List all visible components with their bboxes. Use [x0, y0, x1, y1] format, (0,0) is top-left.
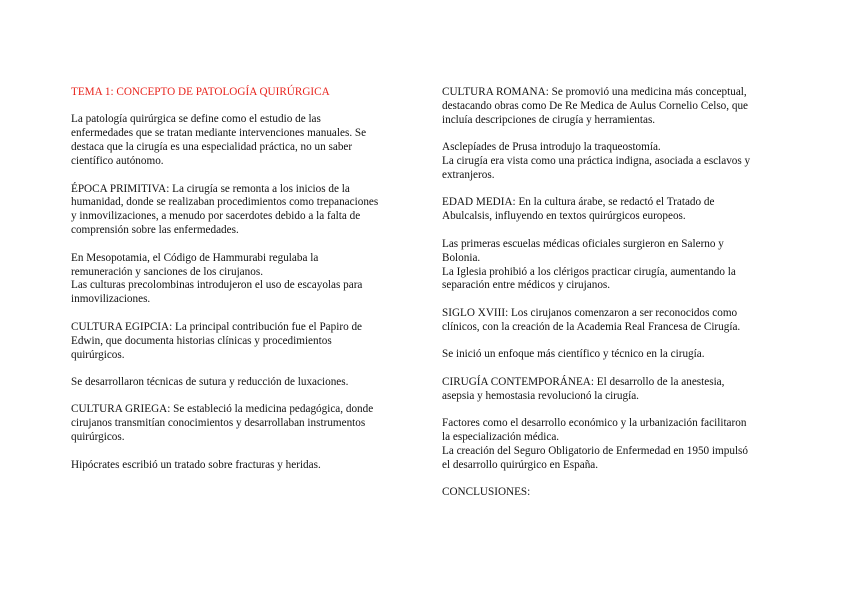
left-column	[71, 86, 416, 486]
paragraph-mesopotamia: En Mesopotamia, el Código de Hammurabi regulaba la remuneración y sanciones de los cirujanos. Las culturas precolombinas introdujeron el uso de escayolas para inmovilizaciones.	[71, 251, 363, 306]
right-column	[442, 86, 787, 513]
paragraph-conclusiones: CONCLUSIONES:	[442, 486, 531, 499]
paragraph-factores: Factores como el desarrollo económico y la urbanización facilitaron la especialización médica. La creación del Seguro Obligatorio de Enfermedad en 1950 impulsó el desarrollo quirúrgico en España.	[442, 416, 749, 471]
paragraph-definition: La patología quirúrgica se define como el estudio de las enfermedades que se tratan mediante intervenciones manuales. Se destaca que la cirugía es una especialidad práctica, no un saber científico autónomo.	[71, 113, 367, 168]
paragraph-siglo-xviii: SIGLO XVIII: Los cirujanos comenzaron a ser reconocidos como clínicos, con la creación de la Academia Real Francesa de Cirugía.	[442, 306, 741, 333]
paragraph-escuelas-medicas: Las primeras escuelas médicas oficiales surgieron en Salerno y Bolonia. La Iglesia prohibió a los clérigos practicar cirugía, aumentando la separación entre médicos y cirujanos.	[442, 237, 736, 292]
paragraph-enfoque-cientifico: Se inició un enfoque más científico y técnico en la cirugía.	[442, 348, 705, 361]
paragraph-hipocrates: Hipócrates escribió un tratado sobre fracturas y heridas.	[71, 458, 321, 471]
paragraph-cultura-romana: CULTURA ROMANA: Se promovió una medicina más conceptual, destacando obras como De Re Medica de Aulus Cornelio Celso, que incluía descripciones de cirugía y herramientas.	[442, 86, 749, 126]
paragraph-edad-media: EDAD MEDIA: En la cultura árabe, se redactó el Tratado de Abulcalsis, influyendo en textos quirúrgicos europeos.	[442, 196, 715, 223]
paragraph-asclepiades: Asclepíades de Prusa introdujo la traqueostomía. La cirugía era vista como una práctica indigna, asociada a esclavos y extranjeros.	[442, 141, 751, 182]
paragraph-epoca-primitiva: ÉPOCA PRIMITIVA: La cirugía se remonta a los inicios de la humanidad, donde se realizaban procedimientos como trepanaciones y inmovilizaciones, a menudo por sacerdotes debido a la falta de comprensión sobre las enfermedades.	[71, 182, 379, 237]
paragraph-cultura-griega: CULTURA GRIEGA: Se estableció la medicina pedagógica, donde cirujanos transmitían conocimientos y desarrollaban instrumentos quirúrgicos.	[71, 403, 374, 444]
paragraph-cirugia-contemporanea: CIRUGÍA CONTEMPORÁNEA: El desarrollo de la anestesia, asepsia y hemostasia revolucionó la cirugía.	[442, 375, 725, 402]
document-title: TEMA 1: CONCEPTO DE PATOLOGÍA QUIRÚRGICA	[71, 86, 330, 98]
paragraph-cultura-egipcia: CULTURA EGIPCIA: La principal contribución fue el Papiro de Edwin, que documenta historias clínicas y procedimientos quirúrgicos.	[71, 320, 363, 361]
paragraph-suturas: Se desarrollaron técnicas de sutura y reducción de luxaciones.	[71, 376, 349, 388]
